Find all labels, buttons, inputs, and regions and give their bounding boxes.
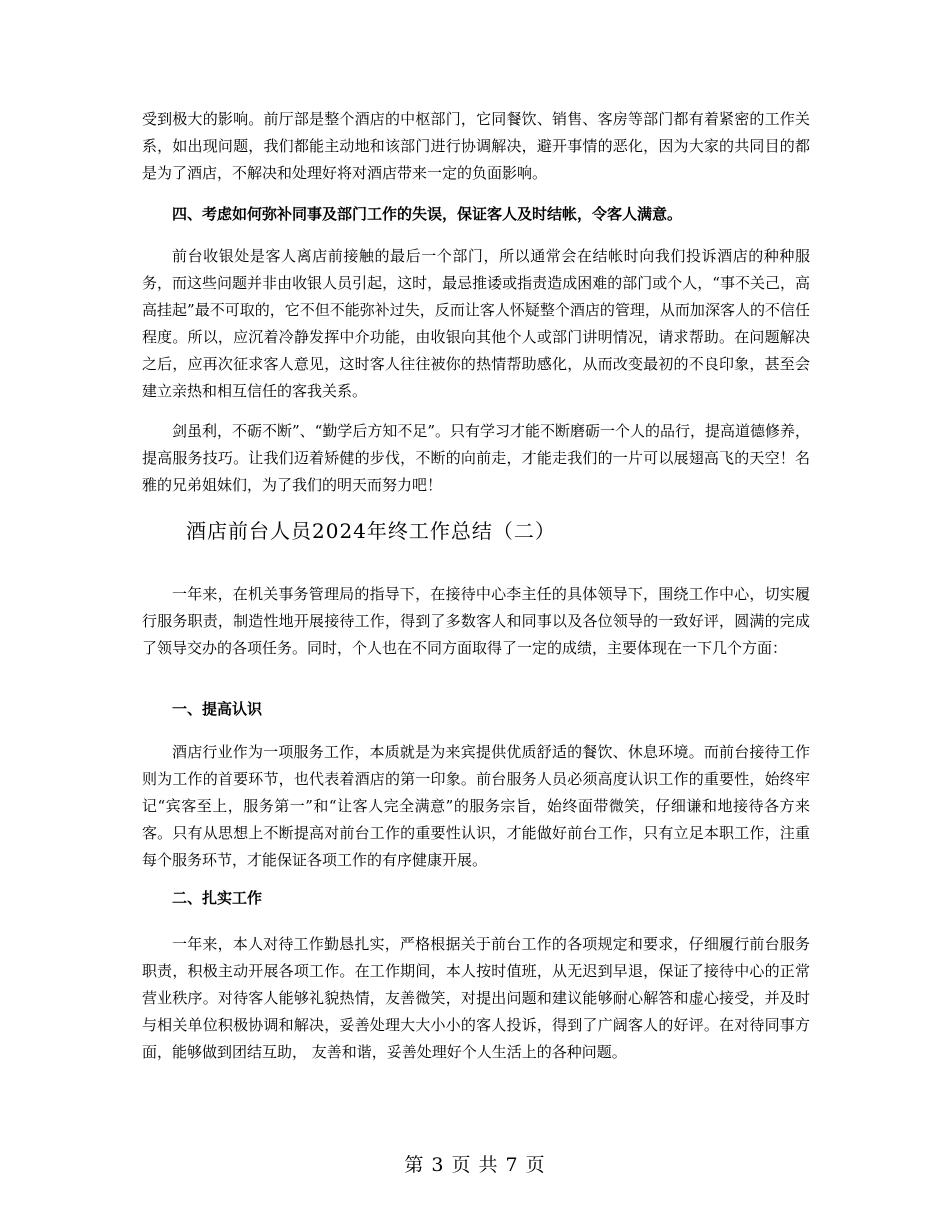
paragraph-awareness: 酒店行业作为一项服务工作，本质就是为来宾提供优质舒适的餐饮、休息环境。而前台接待工作则为工作的首要环节，也代表着酒店的第一印象。前台服务人员必须高度认识工作的重要性，始终牢记“宾客至上，服务第一”和“让客人完全满意”的服务宗旨，始终面带微笑，仔细谦和地接待各方来客。只有从思想上不断提高对前台工作的重要性认识，才能做好前台工作，只有立足本职工作，注重每个服务环节，才能保证各项工作的有序健康开展。	[142, 743, 810, 869]
paragraph-front-office-coordination: 受到极大的影响。前厅部是整个酒店的中枢部门，它同餐饮、销售、客房等部门都有着紧密的工作关系，如出现问题，我们都能主动地和该部门进行协调解决，避开事情的恶化，因为大家的共同目的都是为了酒店，不解决和处理好将对酒店带来一定的负面影响。	[142, 110, 810, 182]
page-number-footer: 第 3 页 共 7 页	[404, 1154, 546, 1176]
paragraph-cashier-complaints: 前台收银处是客人离店前接触的最后一个部门，所以通常会在结帐时向我们投诉酒店的种种服务，而这些问题并非由收银人员引起，这时，最忌推诿或指责造成困难的部门或个人，“事不关己，高高挂起”最不可取的，它不但不能弥补过失，反而让客人怀疑整个酒店的管理，从而加深客人的不信任程度。所以，应沉着冷静发挥中介功能，由收银向其他个人或部门讲明情况，请求帮助。在问题解决之后，应再次征求客人意见，这时客人往往被你的热情帮助感化，从而改变最初的不良印象，甚至会建立亲热和相互信任的客我关系。	[142, 247, 810, 400]
paragraph-intro: 一年来，在机关事务管理局的指导下，在接待中心李主任的具体领导下，围绕工作中心，切实履行服务职责，制造性地开展接待工作，得到了多数客人和同事以及各位领导的一致好评，圆满的完成了领导交办的各项任务。同时，个人也在不同方面取得了一定的成绩，主要体现在一下几个方面：	[142, 585, 810, 657]
section-heading-2: 二、扎实工作	[172, 889, 263, 907]
paragraph-learning: 剑虽利，不砺不断”、“勤学后方知不足”。只有学习才能不断磨砺一个人的品行，提高道德修养，提高服务技巧。让我们迈着矫健的步伐，不断的向前走，才能走我们的一片可以展翅高飞的天空！名雅的兄弟姐妹们，为了我们的明天而努力吧！	[142, 422, 811, 494]
document-title: 酒店前台人员2024年终工作总结（二）	[186, 519, 556, 543]
section-heading-4: 四、考虑如何弥补同事及部门工作的失误，保证客人及时结帐，令客人满意。	[172, 205, 683, 223]
section-heading-1: 一、提高认识	[172, 700, 263, 718]
paragraph-solid-work: 一年来，本人对待工作勤恳扎实，严格根据关于前台工作的各项规定和要求，仔细履行前台服务职责，积极主动开展各项工作。在工作期间，本人按时值班，从无迟到早退，保证了接待中心的正常营业秩序。对待客人能够礼貌热情，友善微笑，对提出问题和建议能够耐心解答和虚心接受，并及时与相关单位积极协调和解决，妥善处理大大小小的客人投诉，得到了广阔客人的好评。在对待同事方面，能够做到团结互助， 友善和谐，妥善处理好个人生活上的各种问题。	[142, 935, 810, 1061]
